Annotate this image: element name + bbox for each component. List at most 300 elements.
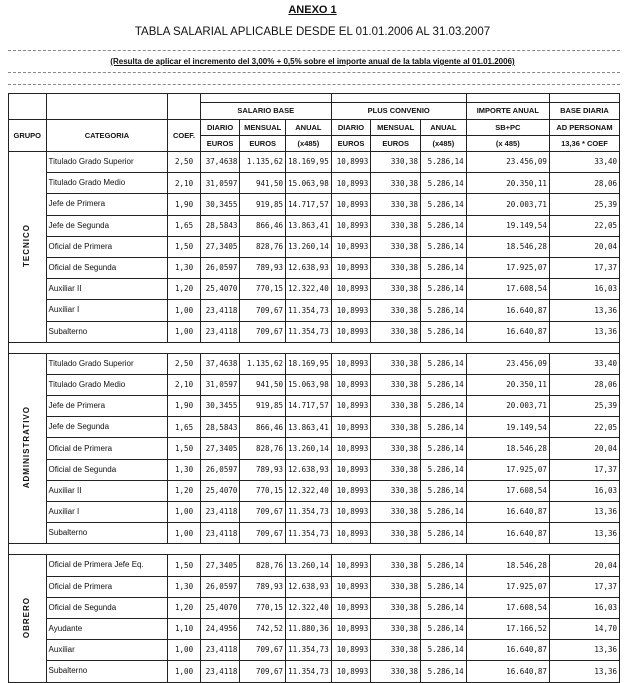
cell-pc-diario: 10,8993: [331, 417, 371, 438]
cell-sb-anual: 18.169,95: [286, 152, 332, 173]
cell-pc-anual: 5.286,14: [421, 215, 467, 236]
cell-pc-mensual: 330,38: [371, 353, 421, 374]
table-row: [9, 523, 620, 544]
table-row: [9, 194, 620, 215]
cell-categoria: Auxiliar II: [46, 480, 168, 501]
cell-base-diaria: 22,05: [549, 417, 619, 438]
cell-sb-mensual: 828,76: [240, 555, 286, 576]
table-row: [9, 555, 620, 576]
table-row: [9, 640, 620, 661]
cell-importe-anual: 18.546,28: [466, 236, 549, 257]
cell-categoria: Jefe de Segunda: [46, 417, 168, 438]
cell-base-diaria: 16,03: [549, 480, 619, 501]
header-spacer: [466, 94, 549, 103]
cell-importe-anual: 17.925,07: [466, 576, 549, 597]
cell-coef: 2,50: [168, 353, 200, 374]
cell-base-diaria: 13,36: [549, 640, 619, 661]
header-sb-pc: SB+PC: [466, 120, 549, 136]
cell-base-diaria: 25,39: [549, 194, 619, 215]
cell-pc-anual: 5.286,14: [421, 321, 467, 342]
header-coef: COEF.: [168, 120, 200, 152]
cell-base-diaria: 28,06: [549, 173, 619, 194]
cell-base-diaria: 17,37: [549, 576, 619, 597]
cell-pc-anual: 5.286,14: [421, 555, 467, 576]
cell-categoria: Titulado Grado Medio: [46, 374, 168, 395]
cell-coef: 1,00: [168, 300, 200, 321]
cell-sb-mensual: 770,15: [240, 597, 286, 618]
dashed-divider: [8, 50, 620, 51]
cell-sb-diario: 26,0597: [200, 576, 240, 597]
cell-sb-anual: 12.638,93: [286, 257, 332, 278]
cell-coef: 1,30: [168, 576, 200, 597]
cell-sb-diario: 25,4070: [200, 279, 240, 300]
cell-pc-diario: 10,8993: [331, 215, 371, 236]
cell-importe-anual: 20.003,71: [466, 396, 549, 417]
cell-pc-mensual: 330,38: [371, 215, 421, 236]
cell-sb-anual: 11.354,73: [286, 661, 332, 682]
group-spacer: [9, 544, 620, 555]
cell-pc-anual: 5.286,14: [421, 597, 467, 618]
cell-importe-anual: 17.925,07: [466, 459, 549, 480]
cell-categoria: Auxiliar: [46, 640, 168, 661]
header-x485-total: (x 485): [466, 136, 549, 152]
cell-sb-mensual: 789,93: [240, 459, 286, 480]
cell-pc-diario: 10,8993: [331, 173, 371, 194]
cell-base-diaria: 13,36: [549, 321, 619, 342]
cell-sb-anual: 11.354,73: [286, 640, 332, 661]
group-label: ADMINISTRATIVO: [22, 406, 32, 489]
header-blank: [168, 103, 200, 120]
header-salario-base: SALARIO BASE: [200, 103, 331, 120]
cell-sb-diario: 26,0597: [200, 459, 240, 480]
table-row: [9, 417, 620, 438]
cell-base-diaria: 13,36: [549, 523, 619, 544]
cell-importe-anual: 18.546,28: [466, 438, 549, 459]
cell-sb-anual: 13.260,14: [286, 438, 332, 459]
header-blank: [46, 103, 168, 120]
cell-coef: 1,65: [168, 417, 200, 438]
cell-importe-anual: 16.640,87: [466, 640, 549, 661]
group-cell: [9, 353, 47, 544]
cell-sb-mensual: 742,52: [240, 618, 286, 639]
cell-pc-diario: 10,8993: [331, 502, 371, 523]
header-x485: (x485): [421, 136, 467, 152]
cell-pc-diario: 10,8993: [331, 661, 371, 682]
table-row: [9, 321, 620, 342]
cell-importe-anual: 16.640,87: [466, 523, 549, 544]
cell-sb-diario: 23,4118: [200, 661, 240, 682]
cell-coef: 1,00: [168, 502, 200, 523]
cell-pc-anual: 5.286,14: [421, 396, 467, 417]
cell-categoria: Auxiliar I: [46, 300, 168, 321]
header-spacer: [9, 94, 47, 103]
cell-importe-anual: 17.166,52: [466, 618, 549, 639]
cell-base-diaria: 20,04: [549, 438, 619, 459]
cell-pc-mensual: 330,38: [371, 459, 421, 480]
annex-heading: ANEXO 1: [288, 4, 337, 16]
table-row: [9, 438, 620, 459]
cell-sb-diario: 23,4118: [200, 640, 240, 661]
cell-pc-anual: 5.286,14: [421, 152, 467, 173]
table-row: [9, 459, 620, 480]
header-grupo: GRUPO: [9, 120, 47, 152]
cell-coef: 1,20: [168, 480, 200, 501]
cell-pc-mensual: 330,38: [371, 480, 421, 501]
cell-coef: 1,30: [168, 459, 200, 480]
cell-pc-mensual: 330,38: [371, 279, 421, 300]
dashed-divider: [8, 72, 620, 73]
cell-pc-diario: 10,8993: [331, 236, 371, 257]
cell-coef: 2,10: [168, 374, 200, 395]
cell-sb-diario: 23,4118: [200, 502, 240, 523]
cell-sb-diario: 30,3455: [200, 396, 240, 417]
cell-base-diaria: 17,37: [549, 257, 619, 278]
group-label: TECNICO: [22, 224, 32, 268]
cell-coef: 2,10: [168, 173, 200, 194]
cell-pc-diario: 10,8993: [331, 353, 371, 374]
cell-base-diaria: 16,03: [549, 597, 619, 618]
cell-sb-anual: 11.354,73: [286, 502, 332, 523]
header-euros: EUROS: [371, 136, 421, 152]
cell-pc-mensual: 330,38: [371, 374, 421, 395]
cell-pc-diario: 10,8993: [331, 459, 371, 480]
cell-pc-anual: 5.286,14: [421, 502, 467, 523]
table-row: [9, 236, 620, 257]
cell-categoria: Oficial de Primera: [46, 576, 168, 597]
header-diario: DIARIO: [200, 120, 240, 136]
cell-importe-anual: 17.608,54: [466, 279, 549, 300]
group-label: OBRERO: [22, 596, 32, 638]
table-row: [9, 215, 620, 236]
cell-categoria: Oficial de Segunda: [46, 459, 168, 480]
header-base-note: 13,36 * COEF: [549, 136, 619, 152]
cell-pc-mensual: 330,38: [371, 502, 421, 523]
cell-sb-mensual: 709,67: [240, 640, 286, 661]
cell-sb-mensual: 1.135,62: [240, 353, 286, 374]
cell-base-diaria: 33,40: [549, 353, 619, 374]
cell-categoria: Oficial de Segunda: [46, 257, 168, 278]
header-blank: [9, 103, 47, 120]
cell-pc-diario: 10,8993: [331, 300, 371, 321]
cell-base-diaria: 20,04: [549, 555, 619, 576]
cell-pc-mensual: 330,38: [371, 173, 421, 194]
cell-importe-anual: 16.640,87: [466, 321, 549, 342]
cell-sb-mensual: 828,76: [240, 438, 286, 459]
cell-coef: 1,00: [168, 321, 200, 342]
cell-importe-anual: 20.003,71: [466, 194, 549, 215]
cell-importe-anual: 17.608,54: [466, 480, 549, 501]
cell-coef: 1,50: [168, 236, 200, 257]
cell-pc-diario: 10,8993: [331, 438, 371, 459]
cell-coef: 1,90: [168, 194, 200, 215]
cell-pc-anual: 5.286,14: [421, 480, 467, 501]
cell-sb-anual: 12.322,40: [286, 279, 332, 300]
cell-categoria: Titulado Grado Superior: [46, 152, 168, 173]
cell-pc-diario: 10,8993: [331, 321, 371, 342]
group-spacer-row: [9, 342, 620, 353]
cell-base-diaria: 13,36: [549, 661, 619, 682]
document-title: TABLA SALARIAL APLICABLE DESDE EL 01.01.2006 AL 31.03.2007: [134, 26, 491, 38]
cell-coef: 2,50: [168, 152, 200, 173]
group-spacer: [9, 342, 620, 353]
dashed-divider: [8, 84, 620, 85]
cell-pc-anual: 5.286,14: [421, 236, 467, 257]
cell-sb-anual: 18.169,95: [286, 353, 332, 374]
cell-base-diaria: 16,03: [549, 279, 619, 300]
cell-categoria: Jefe de Primera: [46, 194, 168, 215]
cell-sb-mensual: 1.135,62: [240, 152, 286, 173]
cell-pc-mensual: 330,38: [371, 396, 421, 417]
cell-sb-mensual: 919,85: [240, 194, 286, 215]
cell-categoria: Subalterno: [46, 321, 168, 342]
header-anual: ANUAL: [286, 120, 332, 136]
cell-sb-mensual: 770,15: [240, 480, 286, 501]
cell-sb-anual: 13.260,14: [286, 555, 332, 576]
header-spacer: [331, 94, 466, 103]
cell-importe-anual: 17.608,54: [466, 597, 549, 618]
cell-categoria: Jefe de Primera: [46, 396, 168, 417]
cell-sb-anual: 12.322,40: [286, 480, 332, 501]
cell-sb-mensual: 789,93: [240, 257, 286, 278]
table-row: [9, 576, 620, 597]
cell-pc-anual: 5.286,14: [421, 661, 467, 682]
table-row: [9, 152, 620, 173]
cell-categoria: Ayudante: [46, 618, 168, 639]
cell-sb-mensual: 709,67: [240, 523, 286, 544]
group-spacer-row: [9, 544, 620, 555]
cell-pc-anual: 5.286,14: [421, 374, 467, 395]
document-subtitle: (Resulta de aplicar el incremento del 3,00% + 0,5% sobre el importe anual de la tabla vigente al 01.01.2006): [110, 57, 515, 66]
header-euros: EUROS: [331, 136, 371, 152]
cell-pc-mensual: 330,38: [371, 236, 421, 257]
cell-sb-diario: 28,5843: [200, 215, 240, 236]
cell-sb-diario: 27,3405: [200, 236, 240, 257]
cell-base-diaria: 20,04: [549, 236, 619, 257]
cell-pc-diario: 10,8993: [331, 618, 371, 639]
cell-pc-mensual: 330,38: [371, 300, 421, 321]
cell-sb-mensual: 941,50: [240, 374, 286, 395]
cell-importe-anual: 20.350,11: [466, 374, 549, 395]
cell-categoria: Jefe de Segunda: [46, 215, 168, 236]
cell-pc-anual: 5.286,14: [421, 279, 467, 300]
cell-coef: 1,50: [168, 438, 200, 459]
table-row: [9, 618, 620, 639]
table-row: [9, 279, 620, 300]
cell-pc-anual: 5.286,14: [421, 618, 467, 639]
header-spacer: [549, 94, 619, 103]
cell-coef: 1,90: [168, 396, 200, 417]
cell-pc-mensual: 330,38: [371, 618, 421, 639]
cell-sb-diario: 31,0597: [200, 173, 240, 194]
cell-coef: 1,20: [168, 279, 200, 300]
cell-pc-anual: 5.286,14: [421, 459, 467, 480]
cell-pc-anual: 5.286,14: [421, 173, 467, 194]
cell-pc-diario: 10,8993: [331, 374, 371, 395]
group-cell: [9, 555, 47, 682]
cell-sb-diario: 23,4118: [200, 321, 240, 342]
cell-categoria: Auxiliar II: [46, 279, 168, 300]
cell-coef: 1,50: [168, 555, 200, 576]
cell-pc-diario: 10,8993: [331, 279, 371, 300]
header-anual: ANUAL: [421, 120, 467, 136]
cell-coef: 1,10: [168, 618, 200, 639]
table-row: [9, 173, 620, 194]
cell-sb-diario: 30,3455: [200, 194, 240, 215]
cell-pc-mensual: 330,38: [371, 417, 421, 438]
cell-pc-anual: 5.286,14: [421, 523, 467, 544]
cell-sb-anual: 11.354,73: [286, 523, 332, 544]
cell-sb-mensual: 709,67: [240, 502, 286, 523]
cell-sb-diario: 25,4070: [200, 597, 240, 618]
cell-coef: 1,00: [168, 523, 200, 544]
cell-sb-mensual: 941,50: [240, 173, 286, 194]
table-row: [9, 661, 620, 682]
cell-importe-anual: 23.456,09: [466, 353, 549, 374]
cell-sb-anual: 11.880,36: [286, 618, 332, 639]
header-diario: DIARIO: [331, 120, 371, 136]
header-euros: EUROS: [240, 136, 286, 152]
cell-sb-anual: 14.717,57: [286, 396, 332, 417]
table-row: [9, 480, 620, 501]
table-row: [9, 374, 620, 395]
cell-sb-mensual: 828,76: [240, 236, 286, 257]
salary-table-body: [9, 152, 620, 683]
cell-sb-mensual: 709,67: [240, 300, 286, 321]
cell-pc-diario: 10,8993: [331, 555, 371, 576]
header-x485: (x485): [286, 136, 332, 152]
cell-sb-anual: 15.063,98: [286, 173, 332, 194]
cell-pc-anual: 5.286,14: [421, 257, 467, 278]
cell-categoria: Subalterno: [46, 661, 168, 682]
cell-sb-anual: 14.717,57: [286, 194, 332, 215]
cell-sb-diario: 31,0597: [200, 374, 240, 395]
cell-sb-diario: 28,5843: [200, 417, 240, 438]
cell-importe-anual: 20.350,11: [466, 173, 549, 194]
cell-importe-anual: 19.149,54: [466, 417, 549, 438]
header-plus-convenio: PLUS CONVENIO: [331, 103, 466, 120]
cell-pc-mensual: 330,38: [371, 523, 421, 544]
cell-pc-diario: 10,8993: [331, 194, 371, 215]
cell-sb-mensual: 866,46: [240, 417, 286, 438]
cell-sb-mensual: 709,67: [240, 321, 286, 342]
header-categoria: CATEGORIA: [46, 120, 168, 152]
cell-sb-anual: 12.638,93: [286, 459, 332, 480]
cell-pc-anual: 5.286,14: [421, 353, 467, 374]
cell-categoria: Oficial de Primera: [46, 438, 168, 459]
header-euros: EUROS: [200, 136, 240, 152]
cell-categoria: Subalterno: [46, 523, 168, 544]
cell-sb-diario: 37,4638: [200, 353, 240, 374]
cell-sb-diario: 26,0597: [200, 257, 240, 278]
cell-pc-mensual: 330,38: [371, 194, 421, 215]
cell-base-diaria: 33,40: [549, 152, 619, 173]
cell-categoria: Titulado Grado Medio: [46, 173, 168, 194]
group-cell: [9, 152, 47, 343]
cell-categoria: Oficial de Primera: [46, 236, 168, 257]
cell-sb-diario: 23,4118: [200, 300, 240, 321]
cell-pc-anual: 5.286,14: [421, 576, 467, 597]
cell-importe-anual: 17.925,07: [466, 257, 549, 278]
header-importe-anual: IMPORTE ANUAL: [466, 103, 549, 120]
header-spacer: [200, 94, 331, 103]
table-row: [9, 396, 620, 417]
cell-base-diaria: 25,39: [549, 396, 619, 417]
cell-base-diaria: 17,37: [549, 459, 619, 480]
cell-pc-diario: 10,8993: [331, 597, 371, 618]
table-row: [9, 353, 620, 374]
cell-base-diaria: 13,36: [549, 300, 619, 321]
cell-pc-diario: 10,8993: [331, 257, 371, 278]
cell-pc-mensual: 330,38: [371, 555, 421, 576]
cell-pc-mensual: 330,38: [371, 152, 421, 173]
cell-importe-anual: 19.149,54: [466, 215, 549, 236]
cell-sb-anual: 11.354,73: [286, 300, 332, 321]
cell-sb-anual: 12.322,40: [286, 597, 332, 618]
cell-pc-anual: 5.286,14: [421, 438, 467, 459]
cell-pc-anual: 5.286,14: [421, 194, 467, 215]
table-row: [9, 597, 620, 618]
cell-coef: 1,30: [168, 257, 200, 278]
cell-pc-diario: 10,8993: [331, 396, 371, 417]
cell-pc-diario: 10,8993: [331, 640, 371, 661]
cell-pc-anual: 5.286,14: [421, 417, 467, 438]
cell-importe-anual: 16.640,87: [466, 661, 549, 682]
header-mensual: MENSUAL: [240, 120, 286, 136]
cell-sb-anual: 13.260,14: [286, 236, 332, 257]
table-row: [9, 502, 620, 523]
cell-coef: 1,65: [168, 215, 200, 236]
cell-base-diaria: 22,05: [549, 215, 619, 236]
cell-pc-diario: 10,8993: [331, 152, 371, 173]
cell-coef: 1,00: [168, 640, 200, 661]
header-base-diaria: BASE DIARIA: [549, 103, 619, 120]
cell-pc-diario: 10,8993: [331, 576, 371, 597]
cell-coef: 1,00: [168, 661, 200, 682]
cell-importe-anual: 16.640,87: [466, 300, 549, 321]
cell-categoria: Oficial de Segunda: [46, 597, 168, 618]
cell-sb-mensual: 709,67: [240, 661, 286, 682]
cell-sb-mensual: 919,85: [240, 396, 286, 417]
cell-coef: 1,20: [168, 597, 200, 618]
table-row: [9, 300, 620, 321]
cell-pc-mensual: 330,38: [371, 576, 421, 597]
cell-categoria: Titulado Grado Superior: [46, 353, 168, 374]
cell-base-diaria: 13,36: [549, 502, 619, 523]
cell-pc-mensual: 330,38: [371, 438, 421, 459]
header-spacer: [168, 94, 200, 103]
cell-sb-diario: 23,4118: [200, 523, 240, 544]
cell-sb-diario: 27,3405: [200, 438, 240, 459]
cell-sb-mensual: 770,15: [240, 279, 286, 300]
cell-sb-mensual: 789,93: [240, 576, 286, 597]
cell-sb-anual: 13.863,41: [286, 417, 332, 438]
cell-sb-anual: 12.638,93: [286, 576, 332, 597]
cell-pc-mensual: 330,38: [371, 321, 421, 342]
cell-importe-anual: 18.546,28: [466, 555, 549, 576]
cell-pc-diario: 10,8993: [331, 480, 371, 501]
cell-pc-mensual: 330,38: [371, 661, 421, 682]
cell-sb-anual: 13.863,41: [286, 215, 332, 236]
cell-base-diaria: 28,06: [549, 374, 619, 395]
cell-sb-anual: 15.063,98: [286, 374, 332, 395]
salary-table: [8, 93, 620, 683]
cell-base-diaria: 14,70: [549, 618, 619, 639]
cell-pc-mensual: 330,38: [371, 640, 421, 661]
cell-categoria: Auxiliar I: [46, 502, 168, 523]
cell-sb-anual: 11.354,73: [286, 321, 332, 342]
cell-sb-diario: 37,4638: [200, 152, 240, 173]
cell-importe-anual: 16.640,87: [466, 502, 549, 523]
